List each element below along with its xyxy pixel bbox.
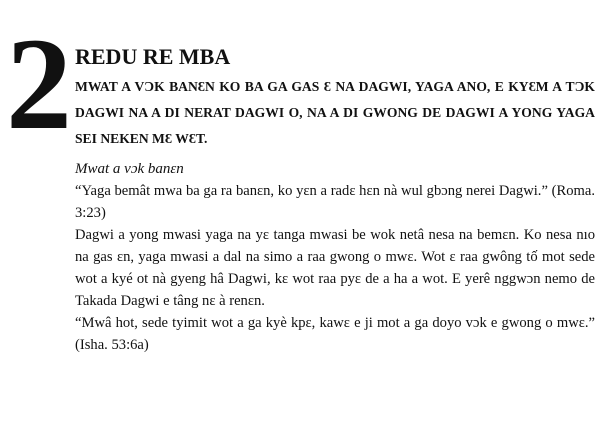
chapter-title: REDU RE MBA [75, 44, 231, 69]
paragraph-quote-roma: “Yaga bemât mwa ba ga ra banɛn, ko yɛn a radɛ hɛn nà wul gbɔng nerei Dagwi.” (Roma. 3:23) [75, 183, 595, 221]
chapter-subtitle: MWAT A VƆK BANƐN KO BA GA GAS Ɛ NA DAGWI, YAGA ANO, E KYƐM A TƆK DAGWI NA A DI NERAT DAGWI O, NA A DI GWONG DE DAGWI A YONG YAGA SEI NEKEN MƐ WƐT. [75, 79, 595, 146]
chapter-content [75, 44, 595, 356]
chapter-number: 2 [6, 10, 68, 157]
paragraph-quote-isha: “Mwâ hot, sede tyimit wot a ga kyè kpɛ, kawɛ e ji mot a ga doyo vɔk e gwong o mwɛ.” (Isha. 53:6a) [75, 315, 595, 353]
section-heading: Mwat a vɔk banɛn [75, 161, 184, 177]
paragraph-body: Dagwi a yong mwasi yaga na yɛ tanga mwasi be wok netâ nesa na bemɛn. Ko nesa nıo na gas ɛn, yaga mwasi a dal na simo a raa gwong o mwɛ. Wot ɛ raa gwông tố mot sede wot a kyé ot nà gyeng hâ Dagwi, kɛ wot raa pyɛ de a ha a wot. E yerê nggwɔn nemo de Takada Dagwi e tâng nɛ à renɛn. [75, 227, 595, 309]
